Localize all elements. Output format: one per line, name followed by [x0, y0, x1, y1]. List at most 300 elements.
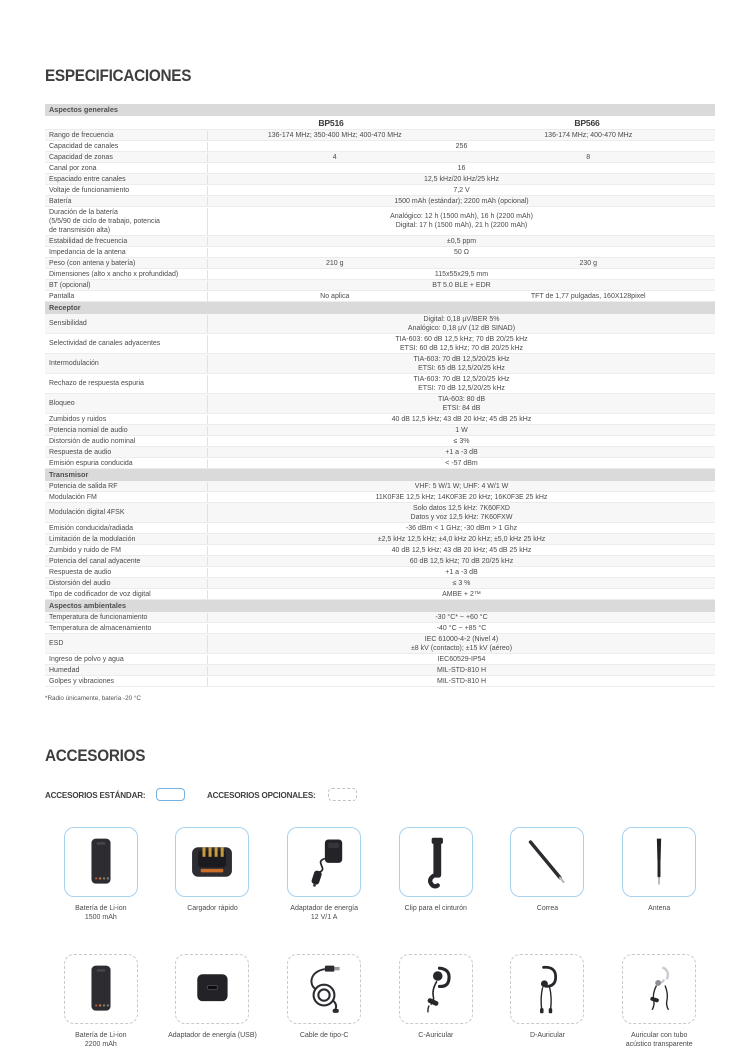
text-line: Duración de la batería [49, 208, 118, 216]
accessory-item [64, 954, 138, 1049]
text-line: Adaptador de energía (USB) [168, 1032, 257, 1039]
text-line: 4 [332, 153, 337, 161]
text-line: Emisión conducida/radiada [49, 524, 134, 532]
text-line: Zumbidos y ruidos [49, 415, 107, 423]
spec-values [207, 175, 715, 184]
spec-value [208, 557, 715, 566]
text-line: Temperatura de funcionamiento [49, 613, 148, 621]
text-line: ETSI: 70 dB 12,5/20/25 kHz [418, 384, 505, 392]
spec-value [208, 546, 715, 555]
text-line: Modulación digital 4FSK [49, 509, 125, 516]
text-line: Respuesta de audio [49, 568, 112, 576]
spec-row [45, 589, 715, 600]
text-line: Humedad [49, 666, 80, 674]
spec-label [45, 666, 207, 675]
text-line: ±8 kV (contacto); ±15 kV (aéreo) [410, 644, 513, 652]
specs-title: ESPECIFICACIONES [45, 66, 192, 85]
text-line: Rango de frecuencia [49, 131, 114, 139]
belt-clip-icon [410, 834, 462, 890]
spec-values [207, 448, 715, 457]
spec-value-bp566 [462, 131, 716, 140]
model-header-row [45, 116, 715, 130]
spec-label [45, 493, 207, 502]
accessory-caption [405, 904, 467, 913]
text-line: Sensibilidad [49, 320, 87, 327]
accessories-title: ACCESORIOS [45, 746, 146, 765]
text-line: No aplica [320, 292, 350, 300]
text-line: 136-174 MHz; 350-400 MHz; 400-470 MHz [267, 131, 402, 139]
text-line: Modulación FM [49, 493, 97, 501]
spec-values [207, 415, 715, 424]
text-line: 1500 mAh [84, 914, 117, 921]
table-section-header: Aspectos ambientales [45, 600, 715, 612]
text-line: 40 dB 12,5 kHz; 43 dB 20 kHz; 45 dB 25 kHz [391, 546, 532, 554]
spec-label [45, 142, 207, 151]
text-line: Antena [648, 905, 671, 912]
accessory-card [175, 954, 249, 1024]
text-line: 40 dB 12,5 kHz; 43 dB 20 kHz; 45 dB 25 kHz [391, 415, 532, 423]
spec-row [45, 258, 715, 269]
text-line: IEC60529-IP54 [437, 655, 486, 663]
spec-label [45, 281, 207, 290]
text-line: TIA-603: 70 dB 12,5/20/25 kHz [413, 375, 510, 383]
spec-values [207, 292, 715, 301]
accessory-item [510, 827, 584, 913]
spec-label [45, 186, 207, 195]
spec-row [45, 280, 715, 291]
accessory-caption [75, 904, 126, 922]
spec-values [207, 142, 715, 151]
spec-values [207, 666, 715, 675]
spec-row [45, 374, 715, 394]
spec-label [45, 546, 207, 555]
spec-row [45, 425, 715, 436]
antenna-icon [633, 834, 685, 890]
accessory-item [399, 954, 473, 1040]
specs-title-wrap [45, 52, 715, 89]
text-line: 210 g [325, 259, 344, 267]
accessory-item [287, 954, 361, 1040]
spec-label [45, 590, 207, 599]
text-line: Analógico: 0,18 µV (12 dB SINAD) [407, 324, 516, 332]
spec-label [45, 624, 207, 633]
spec-values [207, 395, 715, 413]
strap-icon [521, 834, 573, 890]
spec-values [207, 546, 715, 555]
text-line: Peso (con antena y batería) [49, 259, 136, 267]
spec-values [207, 335, 715, 353]
spec-row [45, 354, 715, 374]
text-line: Espaciado entre canales [49, 175, 126, 183]
accessory-caption [187, 904, 238, 913]
text-line: ±2,5 kHz 12,5 kHz; ±4,0 kHz 20 kHz; ±5,0 kHz 25 kHz [377, 535, 546, 543]
text-line: ≤ 3 % [452, 579, 471, 587]
spec-row [45, 492, 715, 503]
text-line: 115x55x29,5 mm [434, 270, 489, 278]
spec-label [45, 164, 207, 173]
text-line: 2200 mAh [84, 1041, 117, 1048]
spec-value [208, 426, 715, 435]
footnote: *Radio únicamente, batería -20 °C [45, 695, 141, 702]
optional-swatch-box [328, 788, 357, 801]
text-line: Batería [49, 197, 72, 205]
spec-label [45, 524, 207, 533]
spec-value [208, 281, 715, 290]
text-line: Impedancia de la antena [49, 248, 126, 256]
accessory-card [622, 827, 696, 897]
accessory-caption [290, 904, 358, 922]
accessory-item [622, 954, 696, 1049]
spec-values [207, 153, 715, 162]
accessory-card [510, 827, 584, 897]
spec-values [207, 579, 715, 588]
text-line: Potencia nomial de audio [49, 426, 128, 434]
spec-values [207, 459, 715, 468]
spec-values [207, 590, 715, 599]
standard-accessories-grid [45, 827, 715, 922]
spec-value [208, 315, 715, 333]
spec-row [45, 567, 715, 578]
text-line: Auricular con tubo [630, 1032, 688, 1039]
spec-row [45, 334, 715, 354]
spec-values [207, 281, 715, 290]
text-line: 136-174 MHz; 400-470 MHz [544, 131, 633, 139]
spec-value [208, 212, 715, 230]
table-section-header: Aspectos generales [45, 104, 715, 116]
spec-value [208, 437, 715, 446]
text-line: Selectividad de canales adyacentes [49, 340, 161, 347]
spec-values [207, 197, 715, 206]
spec-value [208, 677, 715, 686]
accessory-caption [530, 1031, 565, 1040]
spec-value [208, 395, 715, 413]
text-line: Intermodulación [49, 360, 99, 367]
spec-value [208, 579, 715, 588]
spec-row [45, 394, 715, 414]
text-line: C-Auricular [418, 1032, 454, 1039]
accessory-card [510, 954, 584, 1024]
spec-row [45, 174, 715, 185]
spec-row [45, 269, 715, 280]
text-line: ESD [49, 640, 64, 647]
spec-row [45, 481, 715, 492]
spec-values [207, 493, 715, 502]
spec-label [45, 677, 207, 686]
spec-values [207, 164, 715, 173]
spec-values [207, 259, 715, 268]
d-earpiece-icon [521, 961, 573, 1017]
text-line: BT (opcional) [49, 281, 91, 289]
text-line: Dimensiones (alto x ancho x profundidad) [49, 270, 179, 278]
text-line: D-Auricular [529, 1032, 565, 1039]
text-line: 12,5 kHz/20 kHz/25 kHz [423, 175, 500, 183]
model-column-header: BP566 [574, 117, 600, 128]
text-line: Ingreso de polvo y agua [49, 655, 124, 663]
spec-label [45, 448, 207, 457]
battery-icon [75, 834, 127, 890]
text-line: AMBE + 2™ [442, 590, 481, 598]
text-line: Cargador rápido [187, 905, 238, 912]
spec-value-bp566 [462, 153, 716, 162]
text-line: 230 g [579, 259, 598, 267]
text-line: Tipo de codificador de voz digital [49, 590, 151, 598]
optional-accessories-label: ACCESORIOS OPCIONALES: [206, 789, 316, 800]
standard-swatch-box [156, 788, 185, 801]
spec-values [207, 437, 715, 446]
spec-values [207, 568, 715, 577]
text-line: -36 dBm < 1 GHz; -30 dBm > 1 Ghz [405, 524, 518, 532]
c-earpiece-icon [410, 961, 462, 1017]
text-line: ETSI: 65 dB 12,5/20/25 kHz [418, 364, 505, 372]
spec-label [45, 248, 207, 257]
accessory-card [175, 827, 249, 897]
spec-value [208, 415, 715, 424]
text-line: Golpes y vibraciones [49, 677, 114, 685]
power-adapter-icon [298, 834, 350, 890]
text-line: Distorsión de audio nominal [49, 437, 136, 445]
text-line: 8 [586, 153, 591, 161]
text-line: Voltaje de funcionamiento [49, 186, 130, 194]
spec-row [45, 207, 715, 236]
spec-label [45, 319, 207, 328]
spec-row [45, 152, 715, 163]
spec-label [45, 292, 207, 301]
text-line: Analógico: 12 h (1500 mAh), 16 h (2200 mAh) [390, 213, 533, 220]
spec-values [207, 237, 715, 246]
battery-icon [75, 961, 127, 1017]
accessory-card [399, 954, 473, 1024]
spec-value [208, 355, 715, 373]
spec-value [208, 335, 715, 353]
spec-row [45, 163, 715, 174]
spec-value [208, 459, 715, 468]
spec-label [45, 482, 207, 491]
accessory-card [64, 827, 138, 897]
text-line: Solo datos 12,5 kHz: 7K60FXD [413, 504, 510, 512]
spec-row [45, 534, 715, 545]
spec-row [45, 141, 715, 152]
spec-value [208, 493, 715, 502]
accessory-item [399, 827, 473, 913]
spec-row [45, 314, 715, 334]
spec-value-bp516 [208, 131, 462, 140]
spec-label [45, 459, 207, 468]
spec-label [45, 568, 207, 577]
spec-row [45, 196, 715, 207]
text-line: 60 dB 12,5 kHz; 70 dB 20/25 kHz [409, 557, 514, 565]
accessory-caption [626, 1031, 693, 1049]
spec-value [208, 635, 715, 653]
accessories-legend [45, 788, 715, 801]
text-line: Distorsión del audio [49, 579, 111, 587]
spec-label [45, 613, 207, 622]
spec-value-bp566 [462, 292, 716, 301]
spec-value [208, 624, 715, 633]
text-line: ±0,5 ppm [446, 237, 477, 245]
text-line: 1 W [455, 426, 468, 434]
text-line: < -57 dBm [445, 459, 478, 467]
spec-value [208, 270, 715, 279]
spec-value [208, 186, 715, 195]
spec-row [45, 654, 715, 665]
spec-label [45, 579, 207, 588]
spec-label [45, 399, 207, 408]
spec-value [208, 375, 715, 393]
spec-values [207, 613, 715, 622]
text-line: TFT de 1,77 pulgadas, 160X128pixel [530, 292, 646, 300]
accessory-card [287, 827, 361, 897]
spec-row [45, 447, 715, 458]
spec-value [208, 535, 715, 544]
accessories-title-wrap [45, 746, 715, 766]
text-line: ETSI: 84 dB [442, 404, 481, 412]
spec-row [45, 185, 715, 196]
spec-label [45, 131, 207, 140]
charger-icon [186, 834, 238, 890]
text-line: 256 [455, 142, 468, 150]
spec-value [208, 590, 715, 599]
spec-values [207, 635, 715, 653]
spec-values [207, 315, 715, 333]
spec-label [45, 270, 207, 279]
spec-label [45, 153, 207, 162]
spec-values [207, 208, 715, 235]
text-line: Correa [536, 905, 559, 912]
spec-values [207, 677, 715, 686]
spec-label [45, 208, 207, 235]
table-section-header: Receptor [45, 302, 715, 314]
accessory-caption [418, 1031, 453, 1040]
spec-value [208, 175, 715, 184]
spec-row [45, 130, 715, 141]
spec-label [45, 415, 207, 424]
accessory-caption [300, 1031, 349, 1040]
text-line: BT 5.0 BLE + EDR [432, 281, 491, 289]
spec-value [208, 164, 715, 173]
spec-value-bp566 [462, 259, 716, 268]
spec-row [45, 414, 715, 425]
standard-accessories-label: ACCESORIOS ESTÁNDAR: [45, 789, 146, 800]
spec-row [45, 436, 715, 447]
spec-values [207, 426, 715, 435]
text-line: Temperatura de almacenamiento [49, 624, 152, 632]
text-line: ≤ 3% [453, 437, 470, 445]
text-line: +1 a -3 dB [445, 448, 478, 456]
spec-value-bp516 [208, 153, 462, 162]
text-line: Capacidad de canales [49, 142, 119, 150]
accessory-item [175, 827, 249, 913]
spec-values [207, 131, 715, 140]
spec-label [45, 437, 207, 446]
text-line: Emisión espuria conducida [49, 459, 133, 467]
spec-label [45, 508, 207, 517]
spec-value [208, 655, 715, 664]
text-line: TIA-603: 80 dB [437, 395, 486, 403]
spec-label [45, 557, 207, 566]
text-line: Clip para el cinturón [404, 905, 467, 912]
text-line: Batería de Li-ion [75, 1032, 127, 1039]
text-line: 7,2 V [453, 186, 470, 194]
accessory-item [287, 827, 361, 922]
text-line: Potencia del canal adyacente [49, 557, 141, 565]
spec-row [45, 634, 715, 654]
spec-row [45, 676, 715, 687]
text-line: Respuesta de audio [49, 448, 112, 456]
text-line: 16 [457, 164, 466, 172]
text-line: Canal por zona [49, 164, 97, 172]
spec-label [45, 339, 207, 348]
spec-value [208, 237, 715, 246]
spec-values [207, 655, 715, 664]
text-line: 12 V/1 A [310, 914, 338, 921]
table-section-header: Transmisor [45, 469, 715, 481]
text-line: Datos y voz 12,5 kHz: 7K60FXW [410, 513, 513, 521]
accessory-card [399, 827, 473, 897]
text-line: Potencia de salida RF [49, 482, 118, 490]
accessory-item [622, 827, 696, 913]
spec-row [45, 556, 715, 567]
text-line: de transmisión alta) [49, 226, 111, 234]
spec-values [207, 624, 715, 633]
spec-label [45, 175, 207, 184]
spec-values [207, 270, 715, 279]
text-line: Adaptador de energía [290, 905, 359, 912]
spec-label [45, 655, 207, 664]
text-line: TIA-603: 70 dB 12,5/20/25 kHz [413, 355, 510, 363]
spec-label [45, 379, 207, 388]
spec-row [45, 545, 715, 556]
spec-value [208, 248, 715, 257]
spec-label [45, 639, 207, 648]
model-column-header: BP516 [318, 117, 344, 128]
text-line: Limitación de la modulación [49, 535, 136, 543]
spec-value [208, 568, 715, 577]
text-line: Capacidad de zonas [49, 153, 113, 161]
text-line: Pantalla [49, 292, 75, 300]
text-line: -30 °C* ~ +60 °C [435, 613, 488, 621]
spec-row [45, 523, 715, 534]
spec-row [45, 247, 715, 258]
text-line: 1500 mAh (estándar); 2200 mAh (opcional) [394, 197, 529, 205]
text-line: +1 a -3 dB [445, 568, 478, 576]
spec-label [45, 535, 207, 544]
spec-value-bp516 [208, 292, 462, 301]
text-line: MIL-STD-810 H [436, 666, 486, 674]
spec-values [207, 355, 715, 373]
spec-label [45, 237, 207, 246]
accessory-caption [648, 904, 670, 913]
spec-table [45, 104, 715, 687]
tube-earpiece-icon [633, 961, 685, 1017]
spec-value-bp516 [208, 259, 462, 268]
spec-label [45, 359, 207, 368]
spec-label [45, 197, 207, 206]
spec-label [45, 259, 207, 268]
spec-label [45, 426, 207, 435]
spec-row [45, 503, 715, 523]
text-line: Cable de tipo-C [299, 1032, 349, 1039]
spec-value [208, 613, 715, 622]
text-line: MIL-STD-810 H [436, 677, 486, 685]
text-line: acústico transparente [625, 1041, 693, 1048]
spec-value [208, 524, 715, 533]
usb-adapter-icon [186, 961, 238, 1017]
spec-value [208, 504, 715, 522]
spec-row [45, 291, 715, 302]
accessory-card [64, 954, 138, 1024]
spec-row [45, 578, 715, 589]
accessory-caption [75, 1031, 126, 1049]
